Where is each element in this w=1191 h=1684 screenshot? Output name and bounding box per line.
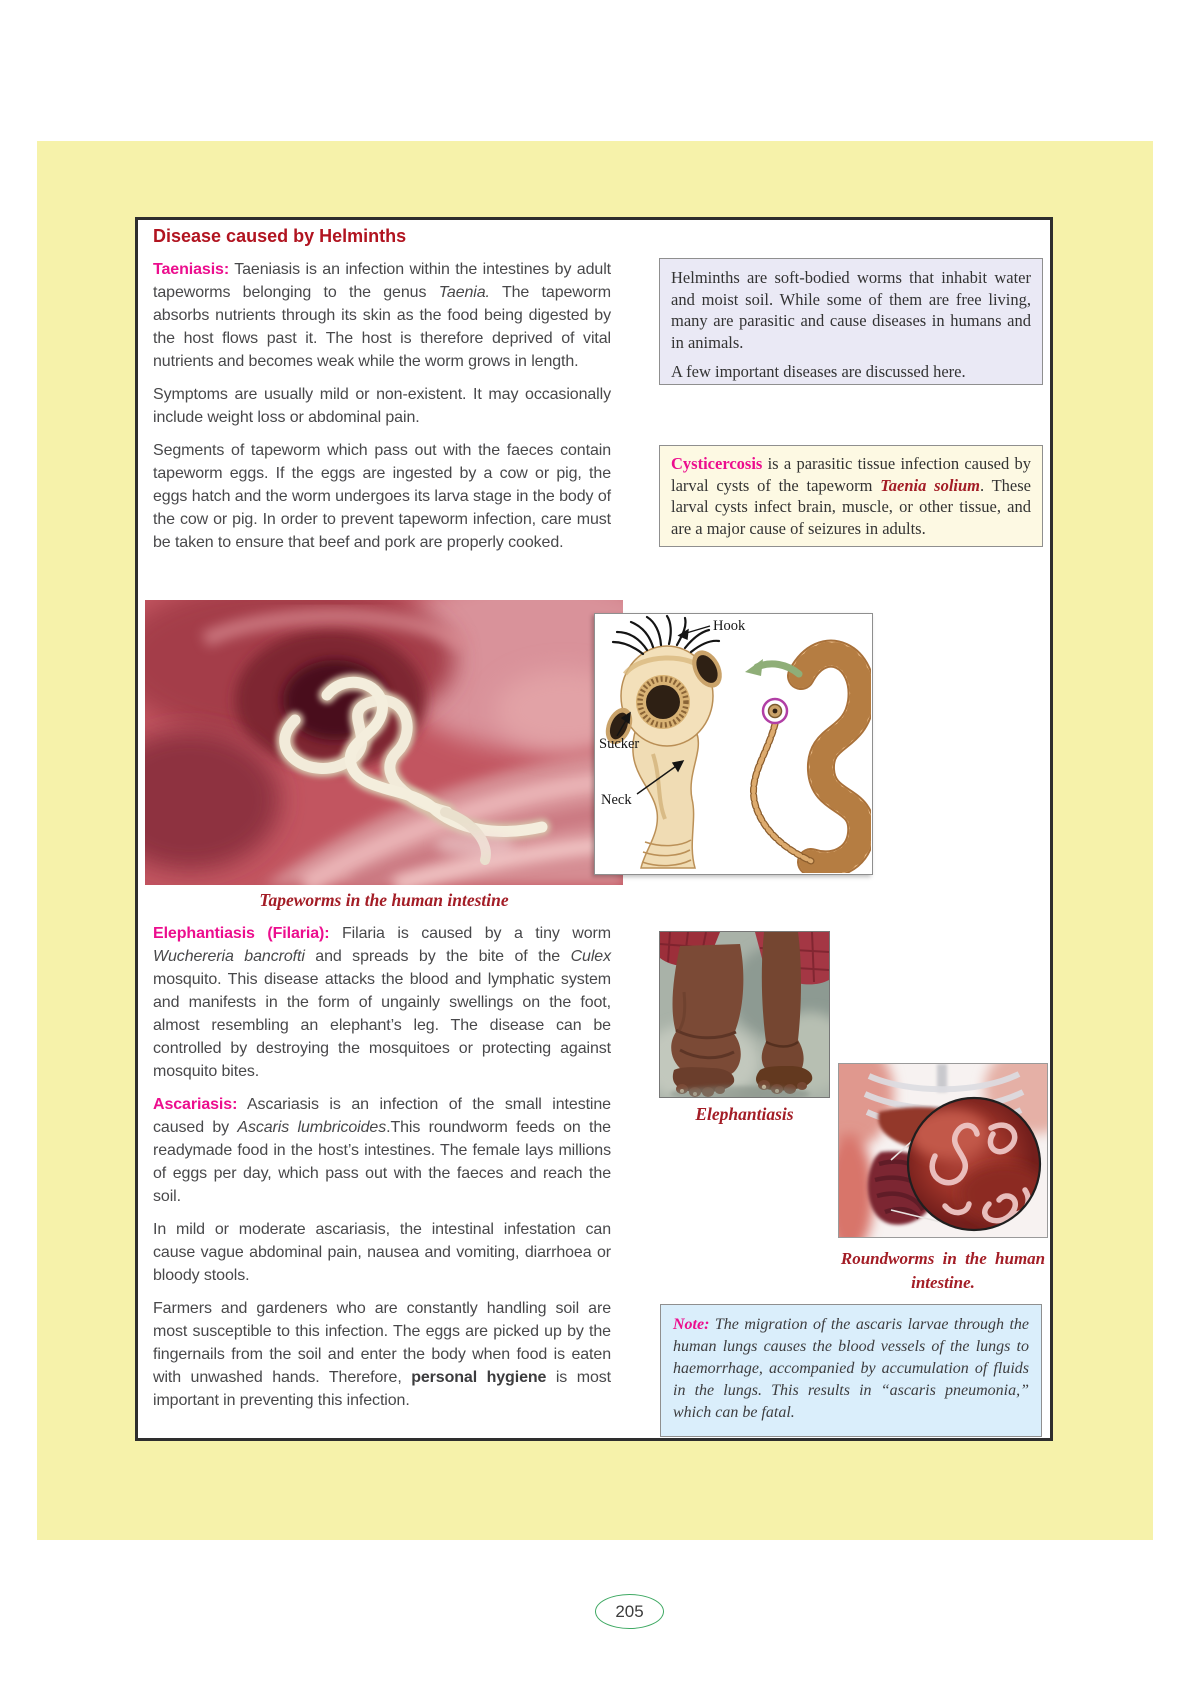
ascariasis-text-1: Ascariasis is an infection of the small intestine caused by	[153, 1096, 611, 1136]
paragraph-taeniasis	[153, 258, 611, 373]
cysticercosis-text-2: . These larval cysts infect brain, muscle, or other tissue, and are a major cause of seizures in adults.	[671, 475, 1031, 538]
personal-hygiene-bold: personal hygiene	[411, 1369, 547, 1386]
section-heading: Disease caused by Helminths	[153, 226, 407, 246]
helminths-box-paragraph-1: Helminths are soft-bodied worms that inhabit water and moist soil. While some of them are free living, many are parasitic and cause diseases in humans and in animals.	[671, 268, 1031, 352]
neck-label: Neck	[601, 792, 632, 808]
tapeworm-neck-shape	[633, 732, 699, 868]
roundworms-illustration-art	[839, 1064, 1047, 1237]
culex-italic: Culex	[570, 948, 611, 965]
elephantiasis-text-3: mosquito. This disease attacks the blood and lymphatic system and manifests in the form of ungainly swellings on the foot, almost resembling an elephant’s leg. The disease can be controlled by destroying the mosquitoes or protecting against mosquito bites.	[153, 971, 611, 1080]
elephantiasis-photo-art	[660, 932, 829, 1097]
wuchereria-italic: Wuchereria bancrofti	[153, 948, 305, 965]
taeniasis-text-2: The tapeworm absorbs nutrients through its skin as the food being digested by the host flows past it. The host is therefore deprived of vital nutrients and becomes weak while the worm grows in length.	[153, 284, 612, 370]
intestine-photo-art	[145, 600, 623, 885]
left-column-bottom	[153, 922, 611, 1412]
note-label: Note:	[673, 1316, 710, 1333]
taeniasis-label: Taeniasis:	[153, 261, 230, 278]
cysticercosis-label: Cysticercosis	[671, 454, 763, 473]
note-box	[660, 1304, 1042, 1437]
elephantiasis-photo	[659, 931, 830, 1098]
tapeworm-scolex	[601, 616, 728, 748]
cysticercosis-text-1: is a parasitic tissue infection caused by larval cysts of the tapeworm	[671, 454, 1031, 495]
elephantiasis-label: Elephantiasis (Filaria):	[153, 925, 330, 942]
paragraph-ascariasis	[153, 1093, 611, 1208]
taenia-genus-italic: Taenia.	[438, 284, 490, 301]
cysticercosis-info-box	[659, 445, 1043, 547]
elephantiasis-caption: Elephantiasis	[695, 1104, 794, 1124]
ascaris-italic: Ascaris lumbricoides	[237, 1119, 387, 1136]
paragraph-symptoms: Symptoms are usually mild or non-existent. It may occasionally include weight loss or abdominal pain.	[153, 386, 611, 426]
tapeworms-intestine-photo	[145, 600, 623, 885]
paragraph-segments: Segments of tapeworm which pass out with the faeces contain tapeworm eggs. If the eggs are ingested by a cow or pig, the eggs hatch and the worm undergoes its larva stage in the body of the cow or pig. In order to prevent tapeworm infection, care must be taken to ensure that beef and pork are properly cooked.	[153, 442, 611, 551]
elephantiasis-text-2: and spreads by the bite of the	[304, 948, 571, 965]
tapeworms-caption: Tapeworms in the human intestine	[259, 890, 509, 910]
green-arrowhead-icon	[745, 659, 763, 676]
taeniasis-text-1: Taeniasis is an infection within the intestines by adult tapeworms belonging to the genus	[153, 261, 611, 301]
proglottid-circle-icon	[763, 699, 787, 723]
farmers-text-2: is most important in preventing this infection.	[153, 1369, 611, 1409]
paragraph-farmers	[153, 1297, 611, 1412]
helminths-info-box	[659, 258, 1043, 385]
farmers-text-1: Farmers and gardeners who are constantly handling soil are most susceptible to this infection. The eggs are picked up by the fingernails from the soil and enter the body when food is eaten with unwashed hands. Therefore,	[153, 1300, 611, 1386]
paragraph-mild-ascariasis: In mild or moderate ascariasis, the intestinal infestation can cause vague abdominal pain, nausea and vomiting, diarrhoea or bloody stools.	[153, 1221, 611, 1284]
hook-label: Hook	[713, 618, 746, 634]
page-background-panel	[37, 141, 1153, 1621]
helminths-box-paragraph-2: A few important diseases are discussed here.	[671, 362, 966, 381]
content-box	[135, 217, 1053, 1441]
tapeworm-diagram	[594, 613, 873, 875]
ascariasis-text-2: .This roundworm feeds on the readymade food in the host’s intestines. The female lays millions of eggs per day, which pass out with the faeces and reach the soil.	[153, 1119, 611, 1205]
roundworms-illustration	[838, 1063, 1048, 1238]
sucker-label: Sucker	[599, 736, 640, 752]
left-column-top	[153, 224, 611, 554]
page-number-badge	[595, 1594, 664, 1629]
note-text: The migration of the ascaris larvae through the human lungs causes the blood vessels of the lungs to haemorrhage, accompanied by accumulation of fluids in the lungs. This results in “ascaris pneumonia,” which can be fatal.	[673, 1316, 1029, 1421]
page-number: 205	[615, 1601, 644, 1621]
ascariasis-label: Ascariasis:	[153, 1096, 238, 1113]
taenia-solium-italic: Taenia solium	[880, 475, 980, 495]
paragraph-elephantiasis	[153, 922, 611, 1083]
roundworms-caption: Roundworms in the human intestine.	[840, 1249, 1046, 1292]
elephantiasis-text-1: Filaria is caused by a tiny worm	[329, 925, 611, 942]
